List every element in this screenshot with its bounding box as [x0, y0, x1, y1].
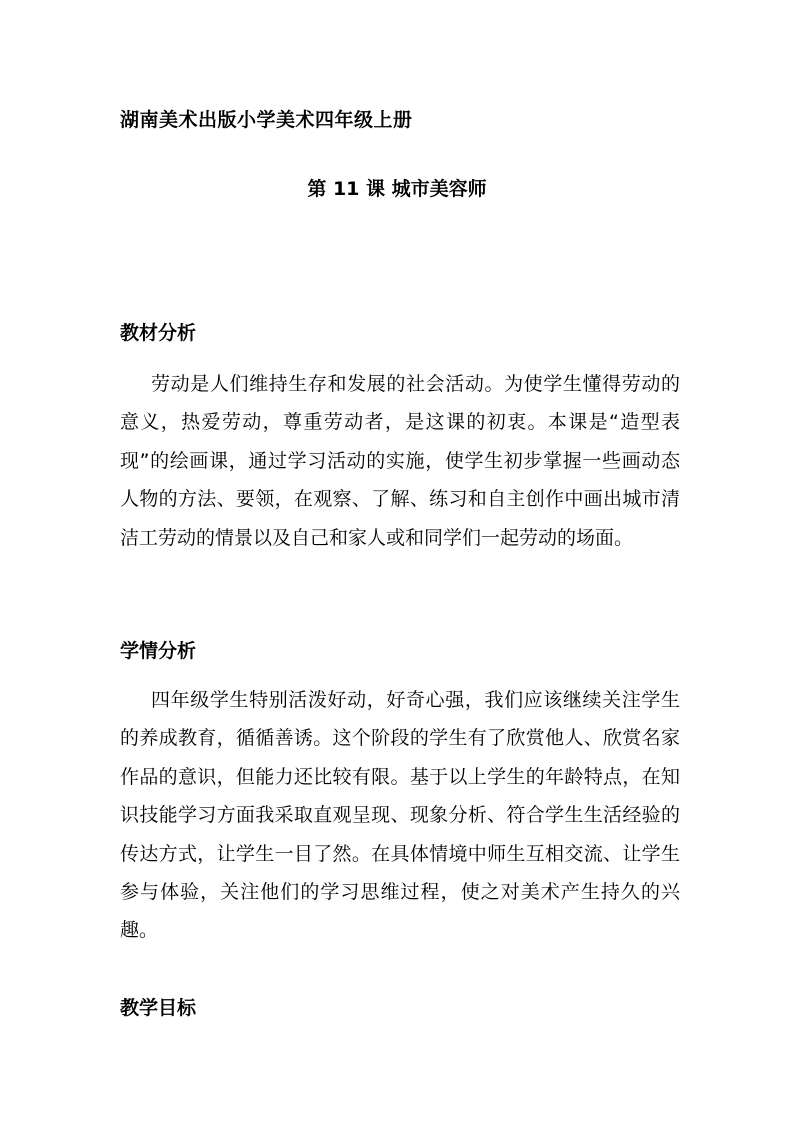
- section-heading-student-analysis: 学情分析: [120, 640, 197, 662]
- section-heading-teaching-goals: 教学目标: [120, 997, 197, 1019]
- document-header: 湖南美术出版小学美术四年级上册: [120, 109, 413, 131]
- section-heading-textbook-analysis: 教材分析: [120, 322, 197, 344]
- lesson-title: 第 11 课 城市美容师: [307, 178, 487, 200]
- section-paragraph-textbook-analysis: 劳动是人们维持生存和发展的社会活动。为使学生懂得劳动的意义，热爱劳动，尊重劳动者，是这课的初衷。本课是“造型表现”的绘画课，通过学习活动的实施，使学生初步掌握一些画动态人物的方法、要领，在观察、了解、练习和自主创作中画出城市清洁工劳动的情景以及自己和家人或和同学们一起劳动的场面。: [120, 373, 680, 549]
- section-paragraph-student-analysis: 四年级学生特别活泼好动，好奇心强，我们应该继续关注学生的养成教育，循循善诱。这个阶段的学生有了欣赏他人、欣赏名家作品的意识，但能力还比较有限。基于以上学生的年龄特点，在知识技能学习方面我采取直观呈现、现象分析、符合学生生活经验的传达方式，让学生一目了然。在具体情境中师生互相交流、让学生参与体验，关注他们的学习思维过程，使之对美术产生持久的兴趣。: [120, 689, 680, 942]
